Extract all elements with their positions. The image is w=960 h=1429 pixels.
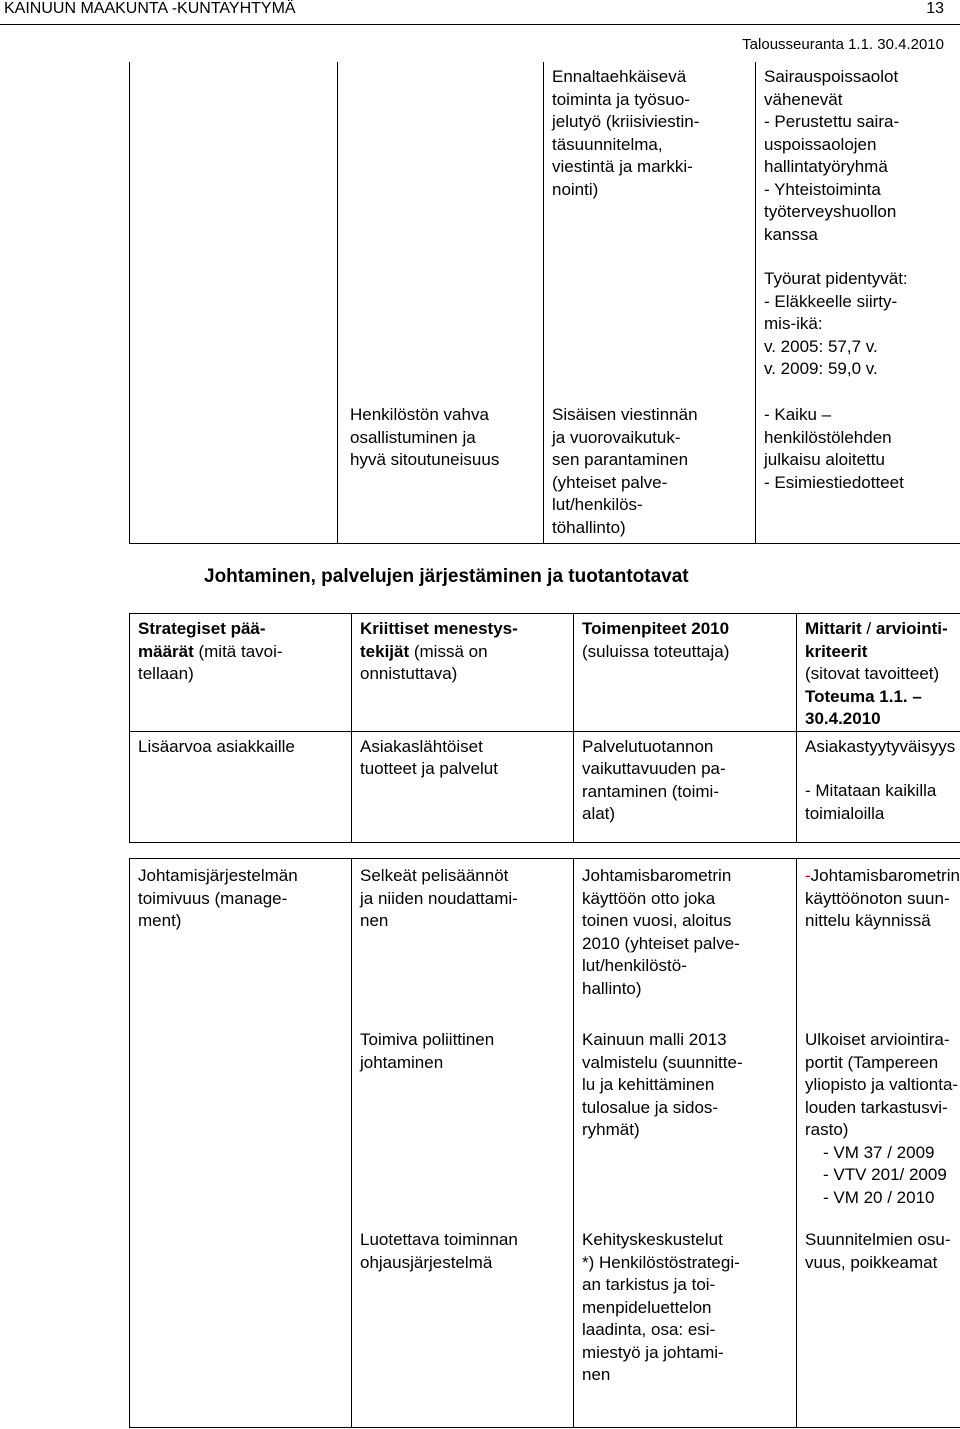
table1-cell	[338, 396, 544, 544]
cell-line: nittelu käynnissä	[805, 911, 931, 930]
table3-cell	[574, 859, 797, 1026]
cell-line: - Perustettu saira-	[764, 112, 900, 131]
cell-line: Kehityskeskustelut	[582, 1230, 723, 1249]
cell-line: *) Henkilöstöstrategi-	[582, 1252, 740, 1272]
table1-cell	[756, 62, 960, 396]
header-text: (missä on	[409, 641, 488, 661]
cell-line: - Mitataan kaikilla	[805, 781, 937, 800]
cell-line: Johtamisjärjestelmän	[138, 866, 298, 885]
cell-line: henkilöstölehden	[764, 427, 892, 447]
cell-line: Lisäarvoa asiakkaille	[138, 736, 295, 756]
header-text: Strategiset pää-	[138, 619, 266, 638]
cell-line: ohjausjärjestelmä	[360, 1252, 493, 1272]
cell-line: Sairauspoissaolot	[764, 67, 899, 86]
cell-line: v. 2009: 59,0 v.	[764, 359, 878, 378]
cell-line: Toimiva poliittinen	[360, 1030, 495, 1049]
cell-line: an tarkistus ja toi-	[582, 1275, 716, 1294]
table1-cell	[338, 62, 544, 396]
cell-line: ryhmät)	[582, 1120, 640, 1139]
cell-line: sen parantaminen	[552, 450, 689, 469]
continuation-table	[129, 62, 960, 544]
table3-cell	[130, 859, 352, 1026]
cell-line: Henkilöstön vahva	[350, 405, 489, 424]
cell-line: toinen vuosi, aloitus	[582, 911, 732, 930]
cell-line: Luotettava toiminnan	[360, 1230, 518, 1249]
cell-line: valmistelu (suunnitte-	[582, 1052, 743, 1072]
cell-line: lut/henkilös-	[552, 495, 643, 514]
cell-line: Johtamisbarometrin	[810, 866, 960, 885]
cell-line: mis-ikä:	[764, 314, 823, 333]
cell-line: (yhteiset palve-	[552, 472, 668, 492]
cell-line: Asiakaslähtöiset	[360, 736, 483, 756]
cell-line: Selkeät pelisäännöt	[360, 866, 509, 885]
table1-cell	[130, 396, 338, 544]
cell-line: hallinto)	[582, 978, 642, 998]
cell-line: kanssa	[764, 224, 818, 244]
cell-line: laadinta, osa: esi-	[582, 1320, 716, 1339]
table3-cell	[352, 1025, 574, 1225]
cell-line: - Kaiku –	[764, 405, 832, 424]
cell-line: nen	[582, 1365, 611, 1384]
table3-cell	[352, 859, 574, 1026]
cell-line: toimialoilla	[805, 803, 885, 823]
cell-line: ja niiden noudattami-	[360, 888, 518, 908]
cell-line: ja vuorovaikutuk-	[552, 427, 681, 447]
cell-line: Palvelutuotannon	[582, 736, 714, 756]
table3-cell	[574, 1225, 797, 1428]
cell-line: louden tarkastusvi-	[805, 1097, 948, 1117]
spacer	[764, 246, 960, 268]
cell-line: toiminta ja työsuo-	[552, 89, 690, 109]
cell-line: Asiakastyytyväisyys	[805, 736, 956, 756]
cell-line: uspoissaolojen	[764, 134, 877, 154]
cell-line: vähenevät	[764, 89, 843, 109]
header-text: arviointi-	[875, 619, 948, 638]
cell-line: työterveyshuollon	[764, 202, 897, 221]
header-text: Mittarit	[805, 619, 862, 638]
cell-line: osallistuminen ja	[350, 427, 476, 447]
red-dash: -	[805, 866, 811, 885]
cell-line: töhallinto)	[552, 517, 626, 537]
cell-line: julkaisu aloitettu	[764, 450, 885, 469]
header-text: onnistuttava)	[360, 664, 458, 683]
cell-line: vuus, poikkeamat	[805, 1252, 938, 1272]
cell-line: rasto)	[805, 1120, 849, 1139]
cell-line: - Yhteistoiminta	[764, 179, 881, 199]
cell-line: käyttöön otto joka	[582, 888, 716, 908]
cell-line: lu ja kehittäminen	[582, 1075, 715, 1094]
header-text: Kriittiset menestys-	[360, 619, 518, 638]
cell-line: Kainuun malli 2013	[582, 1030, 727, 1049]
cell-line: vaikuttavuuden pa-	[582, 759, 726, 778]
header-text: (suluissa toteuttaja)	[582, 641, 730, 661]
cell-line: johtaminen	[360, 1052, 444, 1072]
header-cell	[352, 614, 574, 732]
table2-cell	[574, 731, 797, 842]
header-text: (mitä tavoi-	[193, 641, 283, 661]
cell-line: viestintä ja markki-	[552, 157, 693, 176]
cell-line: Johtamisbarometrin	[582, 866, 732, 885]
header-cell	[574, 614, 797, 732]
list-item: - VM 37 / 2009	[823, 1142, 935, 1162]
table1-cell	[756, 396, 960, 544]
cell-line: miestyö ja johtami-	[582, 1342, 724, 1362]
cell-line: Suunnitelmien osu-	[805, 1230, 951, 1249]
cell-line: - Eläkkeelle siirty-	[764, 291, 898, 311]
cell-line: Sisäisen viestinnän	[552, 405, 698, 424]
header-text: Toimenpiteet 2010	[582, 619, 730, 638]
header-text: /	[861, 619, 876, 638]
cell-line: 2010 (yhteiset palve-	[582, 933, 740, 953]
table3-cell	[130, 1025, 352, 1225]
header-text: tellaan)	[138, 664, 194, 683]
strategy-table	[129, 613, 960, 843]
table3-cell	[797, 1225, 960, 1428]
cell-line: alat)	[582, 804, 616, 823]
header-text: määrät	[138, 641, 194, 661]
header-text: (sitovat tavoitteet)	[805, 664, 940, 683]
header-cell	[797, 614, 960, 732]
cell-line: Ulkoiset arviointira-	[805, 1030, 950, 1049]
cell-line: - Esimiestiedotteet	[764, 472, 904, 492]
list-item: - VM 20 / 2010	[823, 1187, 935, 1207]
table3-cell	[352, 1225, 574, 1428]
cell-line: v. 2005: 57,7 v.	[764, 336, 878, 356]
cell-line: toimivuus (manage-	[138, 888, 288, 908]
header-text: Toteuma 1.1. –	[805, 686, 922, 706]
header-text: tekijät	[360, 641, 410, 661]
cell-line: täsuunnitelma,	[552, 134, 663, 154]
section-title: Johtaminen, palvelujen järjestäminen ja tuotantotavat	[204, 566, 689, 587]
cell-line: ment)	[138, 911, 182, 930]
page-number: 13	[926, 0, 944, 17]
cell-line: rantaminen (toimi-	[582, 781, 719, 801]
report-period: Talousseuranta 1.1. 30.4.2010	[742, 36, 944, 53]
cell-line: yliopisto ja valtionta-	[805, 1075, 959, 1094]
header-text: kriteerit	[805, 641, 868, 661]
spacer	[805, 758, 960, 780]
cell-line: lut/henkilöstö-	[582, 956, 687, 975]
table1-cell	[544, 396, 756, 544]
management-table	[129, 858, 960, 1428]
table3-cell	[797, 859, 960, 1026]
table1-cell	[544, 62, 756, 396]
header-rule	[0, 24, 960, 25]
cell-line: nen	[360, 911, 389, 930]
cell-line: portit (Tampereen	[805, 1052, 939, 1072]
header-text: 30.4.2010	[805, 709, 881, 728]
header-org: KAINUUN MAAKUNTA -KUNTAYHTYMÄ	[4, 0, 296, 17]
cell-line: tuotteet ja palvelut	[360, 759, 498, 778]
cell-line: käyttöönoton suun-	[805, 888, 950, 908]
table3-cell	[574, 1025, 797, 1225]
table2-cell	[352, 731, 574, 842]
cell-line: hallintatyöryhmä	[764, 157, 888, 176]
table3-cell	[797, 1025, 960, 1225]
cell-line: menpideluettelon	[582, 1297, 712, 1317]
cell-line: Työurat pidentyvät:	[764, 269, 908, 288]
cell-line: jelutyö (kriisiviestin-	[552, 112, 700, 131]
table3-cell	[130, 1225, 352, 1428]
table2-cell	[797, 731, 960, 842]
header-cell	[130, 614, 352, 732]
cell-line: nointi)	[552, 179, 599, 199]
table2-cell	[130, 731, 352, 842]
cell-line: hyvä sitoutuneisuus	[350, 450, 500, 469]
table1-cell	[130, 62, 338, 396]
list-item: - VTV 201/ 2009	[823, 1165, 947, 1184]
cell-line: Ennaltaehkäisevä	[552, 67, 687, 86]
cell-line: tulosalue ja sidos-	[582, 1097, 719, 1117]
